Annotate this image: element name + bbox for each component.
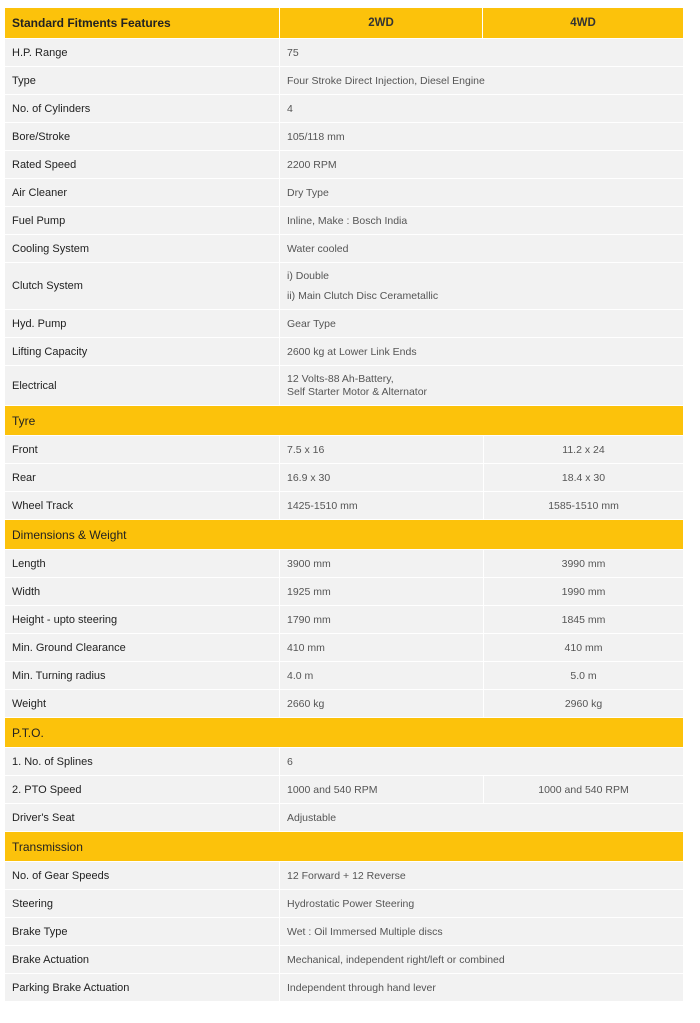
- table-row: [5, 492, 683, 520]
- table-row: [5, 310, 683, 338]
- table-row: [5, 67, 683, 95]
- table-row: [5, 123, 683, 151]
- row-label: Lifting Capacity: [12, 345, 88, 358]
- table-row: [5, 804, 683, 832]
- row-label: Width: [12, 585, 41, 598]
- table-row: [5, 918, 683, 946]
- table-row: [5, 179, 683, 207]
- row-label: Front: [12, 443, 38, 456]
- row-value-4wd: 11.2 x 24: [483, 436, 683, 463]
- row-label: Weight: [12, 697, 47, 710]
- row-label: 1. No. of Splines: [12, 755, 93, 768]
- clutch-line-1: i) Double: [287, 269, 330, 282]
- row-label: No. of Cylinders: [12, 102, 91, 115]
- row-value: 6: [279, 748, 683, 775]
- table-row: [5, 207, 683, 235]
- row-value-2wd: 16.9 x 30: [279, 464, 483, 491]
- row-label: Rear: [12, 471, 36, 484]
- row-label: Steering: [12, 897, 53, 910]
- row-label: Brake Type: [12, 925, 68, 938]
- spec-table: [5, 8, 683, 1002]
- row-label: Min. Turning radius: [12, 669, 106, 682]
- row-value: Independent through hand lever: [279, 974, 683, 1001]
- row-value-2wd: 1000 and 540 RPM: [279, 776, 483, 803]
- row-label: Driver's Seat: [12, 811, 75, 824]
- row-value: 105/118 mm: [279, 123, 683, 150]
- row-value: 2600 kg at Lower Link Ends: [279, 338, 683, 365]
- row-value-multiline: [279, 263, 683, 309]
- table-row: [5, 662, 683, 690]
- row-value: Wet : Oil Immersed Multiple discs: [279, 918, 683, 945]
- row-value-4wd: 1845 mm: [483, 606, 683, 633]
- electrical-line-1: 12 Volts-88 Ah-Battery,: [287, 372, 394, 385]
- table-row: [5, 606, 683, 634]
- table-row: [5, 634, 683, 662]
- row-value-4wd: 18.4 x 30: [483, 464, 683, 491]
- row-value-4wd: 1000 and 540 RPM: [483, 776, 683, 803]
- table-row: [5, 436, 683, 464]
- row-value-4wd: 1990 mm: [483, 578, 683, 605]
- header-2wd: 2WD: [279, 8, 482, 38]
- row-label: No. of Gear Speeds: [12, 869, 110, 882]
- row-label: Type: [12, 74, 36, 87]
- row-label: Wheel Track: [12, 499, 74, 512]
- section-header-transmission: Transmission: [5, 832, 683, 862]
- clutch-line-2: ii) Main Clutch Disc Cerametallic: [287, 289, 439, 302]
- table-row-electrical: [5, 366, 683, 406]
- row-value-2wd: 1790 mm: [279, 606, 483, 633]
- row-label: Air Cleaner: [12, 186, 68, 199]
- row-value-4wd: 2960 kg: [483, 690, 683, 717]
- table-row: [5, 890, 683, 918]
- row-label: Brake Actuation: [12, 953, 90, 966]
- table-row: [5, 235, 683, 263]
- row-label: Clutch System: [12, 280, 83, 292]
- table-row: [5, 690, 683, 718]
- table-row: [5, 776, 683, 804]
- table-row: [5, 39, 683, 67]
- row-value-4wd: 5.0 m: [483, 662, 683, 689]
- row-value: 4: [279, 95, 683, 122]
- row-value-2wd: 2660 kg: [279, 690, 483, 717]
- row-value-4wd: 1585-1510 mm: [483, 492, 683, 519]
- table-row: [5, 95, 683, 123]
- table-row: [5, 151, 683, 179]
- row-value-2wd: 410 mm: [279, 634, 483, 661]
- row-label: Bore/Stroke: [12, 130, 71, 143]
- row-value-2wd: 1925 mm: [279, 578, 483, 605]
- table-row: [5, 748, 683, 776]
- table-row: [5, 862, 683, 890]
- header-4wd: 4WD: [482, 8, 683, 38]
- row-label: 2. PTO Speed: [12, 783, 82, 796]
- row-value: Mechanical, independent right/left or combined: [279, 946, 683, 973]
- row-value: Inline, Make : Bosch India: [279, 207, 683, 234]
- row-value-2wd: 7.5 x 16: [279, 436, 483, 463]
- table-row: [5, 338, 683, 366]
- row-label: Length: [12, 557, 46, 570]
- row-value: Hydrostatic Power Steering: [279, 890, 683, 917]
- table-row: [5, 464, 683, 492]
- row-value-4wd: 410 mm: [483, 634, 683, 661]
- section-header-dimensions: Dimensions & Weight: [5, 520, 683, 550]
- row-label: Height - upto steering: [12, 613, 118, 626]
- row-value: Dry Type: [279, 179, 683, 206]
- table-row-clutch: [5, 263, 683, 310]
- row-value: 12 Forward + 12 Reverse: [279, 862, 683, 889]
- header-features: Standard Fitments Features: [12, 16, 171, 30]
- row-value: 2200 RPM: [279, 151, 683, 178]
- section-header-pto: P.T.O.: [5, 718, 683, 748]
- row-label: H.P. Range: [12, 46, 68, 59]
- row-value: 75: [279, 39, 683, 66]
- row-value: Water cooled: [279, 235, 683, 262]
- row-value: Gear Type: [279, 310, 683, 337]
- row-label: Electrical: [12, 379, 57, 392]
- row-value: Four Stroke Direct Injection, Diesel Engine: [279, 67, 683, 94]
- row-label: Parking Brake Actuation: [12, 981, 130, 994]
- table-header: [5, 8, 683, 39]
- row-value-2wd: 3900 mm: [279, 550, 483, 577]
- electrical-line-2: Self Starter Motor & Alternator: [287, 385, 428, 398]
- table-row: [5, 550, 683, 578]
- row-value-2wd: 1425-1510 mm: [279, 492, 483, 519]
- section-header-tyre: Tyre: [5, 406, 683, 436]
- table-row: [5, 974, 683, 1002]
- row-label: Rated Speed: [12, 158, 77, 171]
- row-value: Adjustable: [279, 804, 683, 831]
- row-label: Cooling System: [12, 242, 90, 255]
- row-label: Min. Ground Clearance: [12, 641, 126, 654]
- row-value-2wd: 4.0 m: [279, 662, 483, 689]
- row-label: Hyd. Pump: [12, 317, 67, 330]
- table-row: [5, 578, 683, 606]
- row-label: Fuel Pump: [12, 214, 66, 227]
- row-value-multiline: [279, 366, 683, 405]
- row-value-4wd: 3990 mm: [483, 550, 683, 577]
- table-row: [5, 946, 683, 974]
